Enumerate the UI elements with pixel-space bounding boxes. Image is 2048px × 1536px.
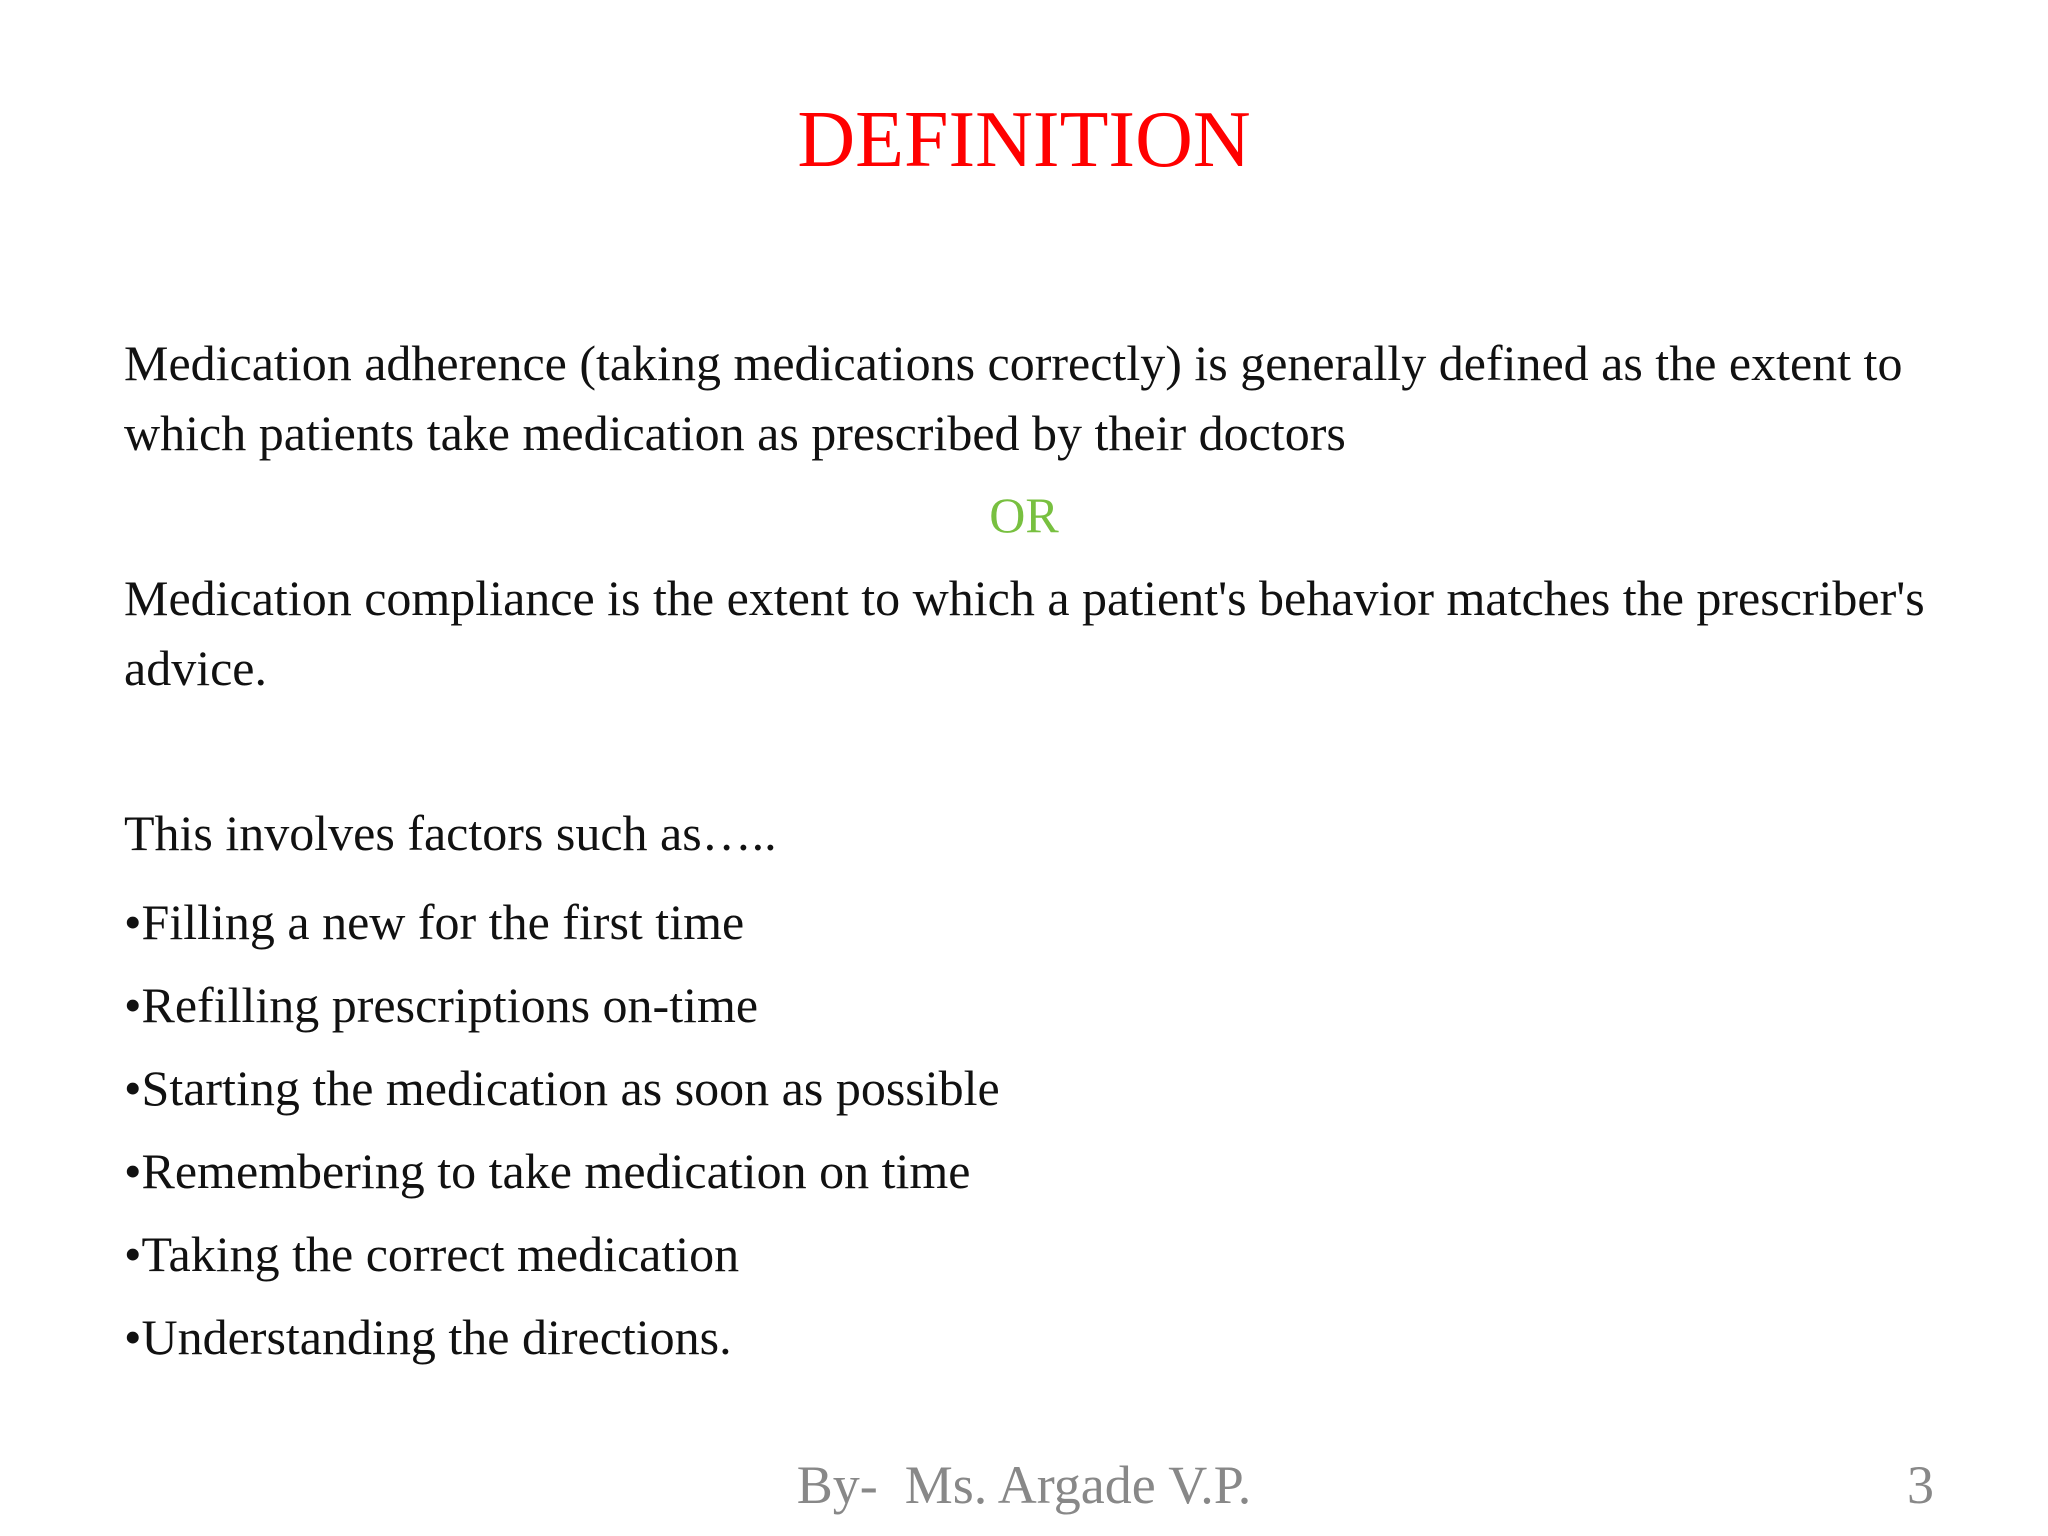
definition-adherence: Medication adherence (taking medications correctly) is generally defined as the extent to which patients take medication as prescribed by their doctors [124,335,1903,461]
factor-item: •Filling a new for the first time [124,894,745,950]
factor-item: •Taking the correct medication [124,1226,740,1282]
or-separator: OR [989,487,1059,543]
factors-intro: This involves factors such as….. [124,805,777,861]
slide-title: DEFINITION [797,96,1251,184]
factor-item: •Starting the medication as soon as possible [124,1060,1000,1116]
factor-item: •Understanding the directions. [124,1309,732,1365]
factor-item: •Refilling prescriptions on-time [124,977,759,1033]
footer-author: By- Ms. Argade V.P. [796,1455,1252,1515]
definition-compliance: Medication compliance is the extent to which a patient's behavior matches the prescriber's advice. [124,570,1925,696]
factors-list [124,881,1924,1379]
page-number: 3 [1907,1455,1934,1515]
factor-item: •Remembering to take medication on time [124,1143,971,1199]
